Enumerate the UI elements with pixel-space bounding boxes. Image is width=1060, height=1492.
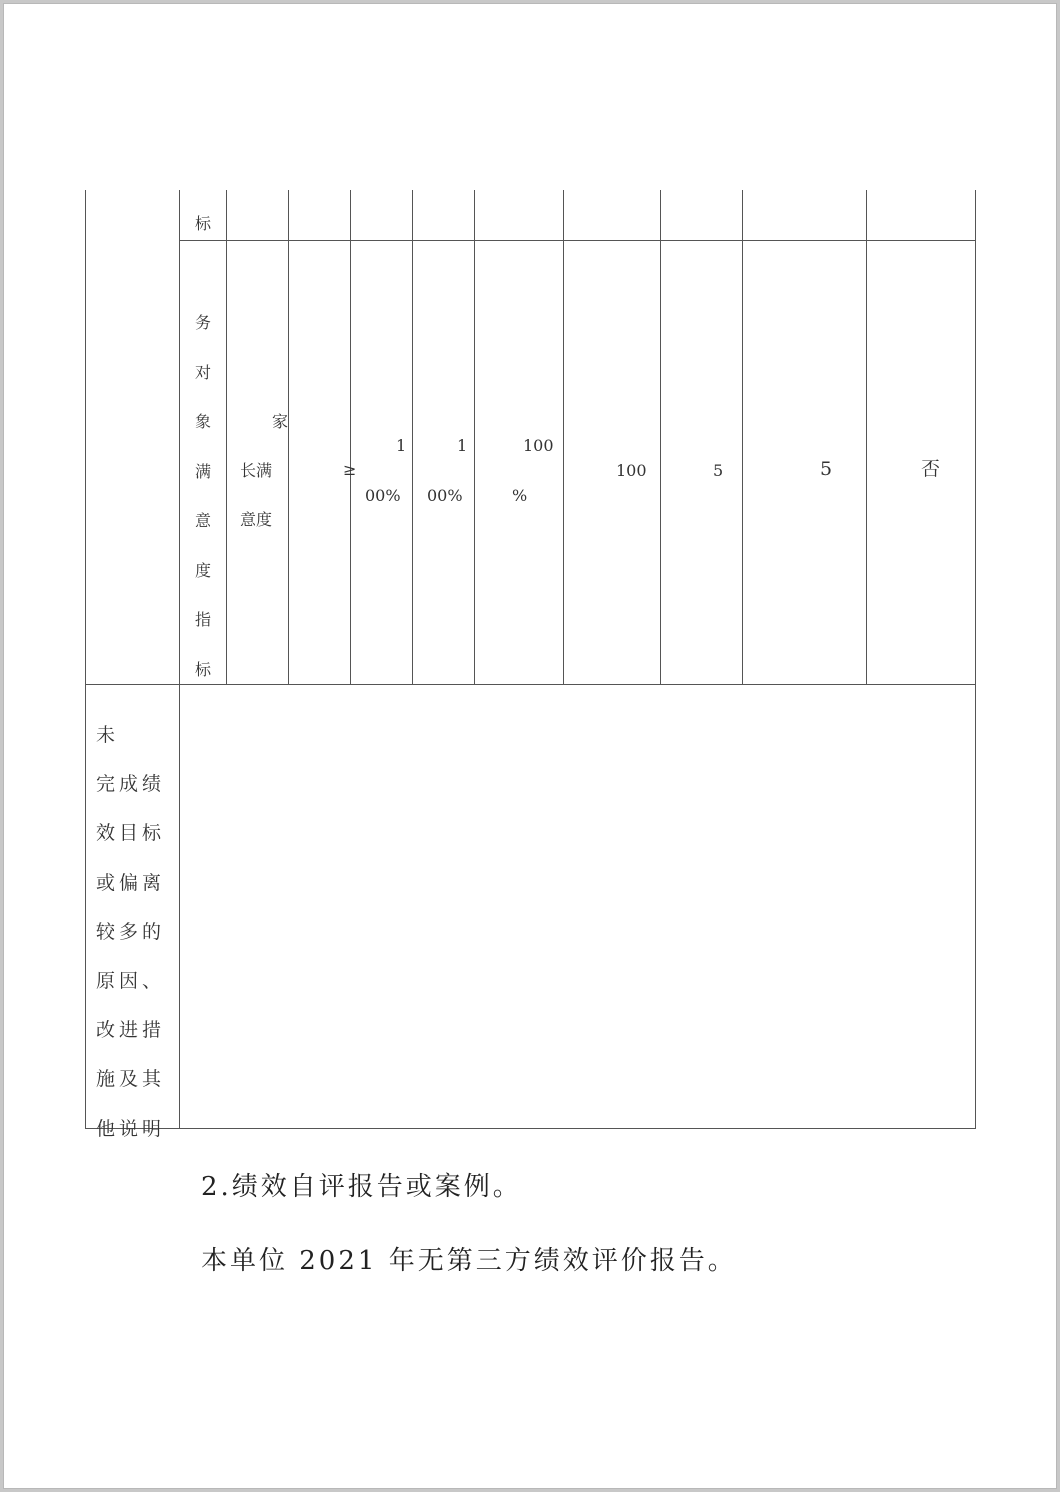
actual-value-line1: 100 — [523, 436, 554, 455]
row-divider — [179, 240, 976, 241]
score-value: 5 — [820, 458, 833, 480]
expected-value-line2: 00% — [427, 486, 463, 505]
indicator-char: 度 — [194, 560, 211, 580]
table-bottom-border — [85, 1128, 976, 1129]
indicator-char: 满 — [194, 461, 211, 481]
indicator-char: 意 — [194, 511, 211, 530]
indicator-char: 务 — [194, 313, 211, 332]
actual-value-line2: % — [512, 486, 528, 505]
section-heading: 2.绩效自评报告或案例。 — [201, 1172, 522, 1202]
body-paragraph: 本单位 2021 年无第三方绩效评价报告。 — [201, 1246, 737, 1276]
column-divider — [563, 190, 564, 685]
column-divider — [742, 190, 743, 685]
column-divider — [226, 190, 227, 685]
column-divider — [474, 190, 475, 685]
document-page — [4, 4, 1056, 1488]
indicator-tail-char: 标 — [195, 214, 212, 233]
column-divider — [350, 190, 351, 685]
metric-name-line1: 家 — [272, 412, 289, 431]
expected-value-line1: 1 — [457, 436, 468, 455]
remark-label: 未 完成绩 效目标 或偏离 较多的 原因、 改进措 施及其 他说明 — [96, 724, 166, 1140]
completion-rate: 100 — [616, 461, 647, 480]
weight-value: 5 — [713, 461, 724, 480]
column-divider — [85, 190, 86, 1129]
column-divider — [866, 190, 867, 685]
metric-name-line3: 意度 — [240, 510, 273, 529]
indicator-char: 指 — [194, 610, 211, 629]
annual-target-line1: 1 — [396, 436, 407, 455]
row-divider — [85, 684, 976, 685]
operator-symbol: ≥ — [343, 460, 357, 479]
column-divider — [412, 190, 413, 685]
indicator-char: 对 — [194, 362, 211, 382]
indicator-char: 标 — [194, 659, 211, 679]
column-divider — [975, 190, 976, 1129]
metric-name-line2: 长满 — [240, 461, 273, 480]
indicator-name-vertical — [193, 315, 213, 711]
column-divider — [179, 190, 180, 1129]
column-divider — [288, 190, 289, 685]
annual-target-line2: 00% — [365, 486, 401, 505]
deviation-flag: 否 — [921, 458, 941, 480]
column-divider — [660, 190, 661, 685]
indicator-char: 象 — [194, 412, 211, 431]
